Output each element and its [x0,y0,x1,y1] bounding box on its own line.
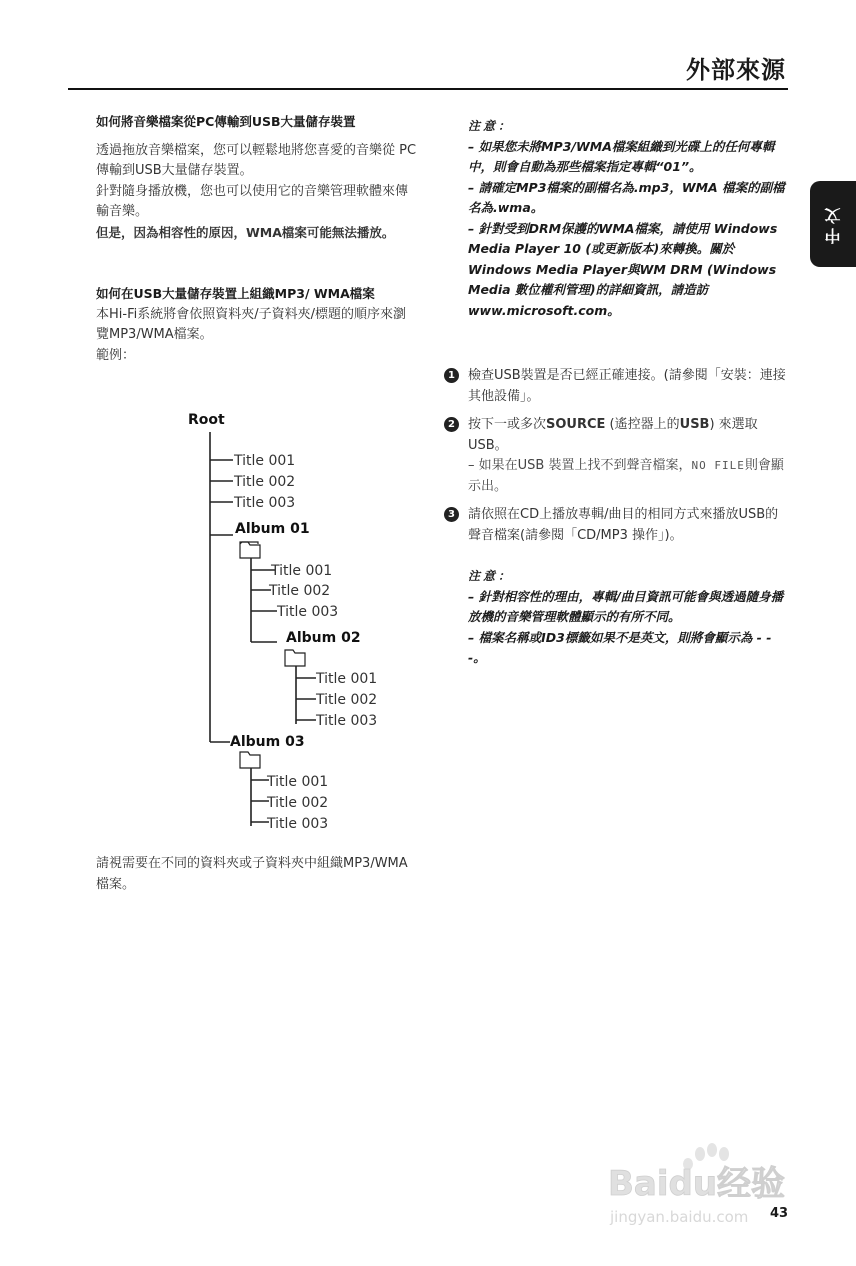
step-number: 3 [444,507,459,522]
step-subnote: – 如果在USB 裝置上找不到聲音檔案， [468,458,692,473]
steps-list [448,366,790,546]
folder-icon [240,752,260,768]
section-organize-heading: 如何在USB大量儲存裝置上組織MP3/ WMA檔案 [96,286,375,301]
tree-album-label: Album 01 [235,521,310,537]
watermark-brand: Baidu经验 [608,1164,786,1204]
page-title: 外部來源 [686,56,786,84]
step-number: 1 [444,368,459,383]
language-tab-label: 中文 [823,204,843,244]
tree-node: Title 003 [267,816,329,832]
section-transfer-p1: 透過拖放音樂檔案，您可以輕鬆地將您喜愛的音樂從 PC 傳輸到USB大量儲存裝置。 [96,142,417,178]
tree-node: Title 001 [267,774,329,790]
note-line: – 針對相容性的理由，專輯/曲目資訊可能會與透過隨身播放機的音樂管理軟體顯示的有所不同。 [468,588,784,624]
step-text: 檢查USB裝置是否已經正確連接。(請參閱「安裝：連接其他設備」。 [468,368,786,404]
page-number: 43 [770,1206,789,1221]
step-subnote: 則會顯示出。 [468,458,784,494]
step-text: (遙控器上的 [605,417,680,432]
tree-node: Title 002 [269,583,331,599]
tree-node: Title 003 [277,604,339,620]
note-line: – 如果您未將MP3/WMA檔案組織到光碟上的任何專輯中，則會自動為那些檔案指定專輯“01”。 [468,138,775,174]
step-item [448,366,790,407]
note-block-2 [468,566,790,669]
section-transfer-p2: 針對隨身播放機，您也可以使用它的音樂管理軟體來傳輸音樂。 [96,183,409,219]
step-item [448,505,790,546]
usb-key-label: USB [679,417,710,432]
folder-icon [285,650,305,666]
tree-node: Title 002 [234,474,296,490]
tree-node: Title 001 [316,671,378,687]
tree-node: Title 003 [234,495,296,511]
step-item [448,415,790,497]
note-title: 注意： [468,119,514,133]
watermark-url: jingyan.baidu.com [610,1208,749,1226]
tree-album-label: Album 02 [286,630,361,646]
section-transfer [96,112,418,243]
tree-node: Title 001 [271,563,333,579]
step-number: 2 [444,417,459,432]
note-line: – 檔案名稱或ID3標籤如果不是英文，則將會顯示為 - - -。 [468,629,772,665]
note-line: – 針對受到DRM保護的WMA檔案，請使用 Windows Media Player 10 (或更新版本)來轉換。關於Windows Media Player與WM DRM (Windows Media 數位權利管理)的詳細資訊，請造訪www.microsoft.com。 [468,220,778,318]
display-message: NO FILE [691,459,745,472]
folder-icon [240,542,260,558]
organize-footer-text: 請視需要在不同的資料夾或子資料夾中組織MP3/WMA檔案。 [96,856,408,892]
step-text: ) 來選取USB。 [468,417,758,453]
tree-node: Title 001 [234,453,296,469]
language-tab [810,181,856,267]
note-block-1 [468,116,790,321]
note-title: 注意： [468,569,514,583]
tree-node: Title 003 [316,713,378,729]
section-organize [96,284,418,366]
tree-node: Title 002 [267,795,329,811]
section-organize-p1: 本Hi-Fi系統將會依照資料夾/子資料夾/標題的順序來瀏覽MP3/WMA檔案。 [96,306,406,342]
step-text: 請依照在CD上播放專輯/曲目的相同方式來播放USB的聲音檔案(請參閱「CD/MP3 操作」)。 [468,507,779,543]
step-text: 按下一或多次 [468,417,547,432]
header-rule [68,88,788,90]
tree-album-label: Album 03 [230,734,305,750]
source-key-label: SOURCE [546,417,606,432]
tree-root-label: Root [188,412,225,428]
section-transfer-heading: 如何將音樂檔案從PC傳輸到USB大量儲存裝置 [96,114,356,129]
note-line: – 請確定MP3檔案的副檔名為.mp3，WMA 檔案的副檔名為.wma。 [468,179,785,215]
section-transfer-warning: 但是，因為相容性的原因，WMA檔案可能無法播放。 [96,224,395,240]
section-organize-example: 範例： [96,347,136,363]
tree-node: Title 002 [316,692,378,708]
folder-tree-diagram [180,400,420,840]
